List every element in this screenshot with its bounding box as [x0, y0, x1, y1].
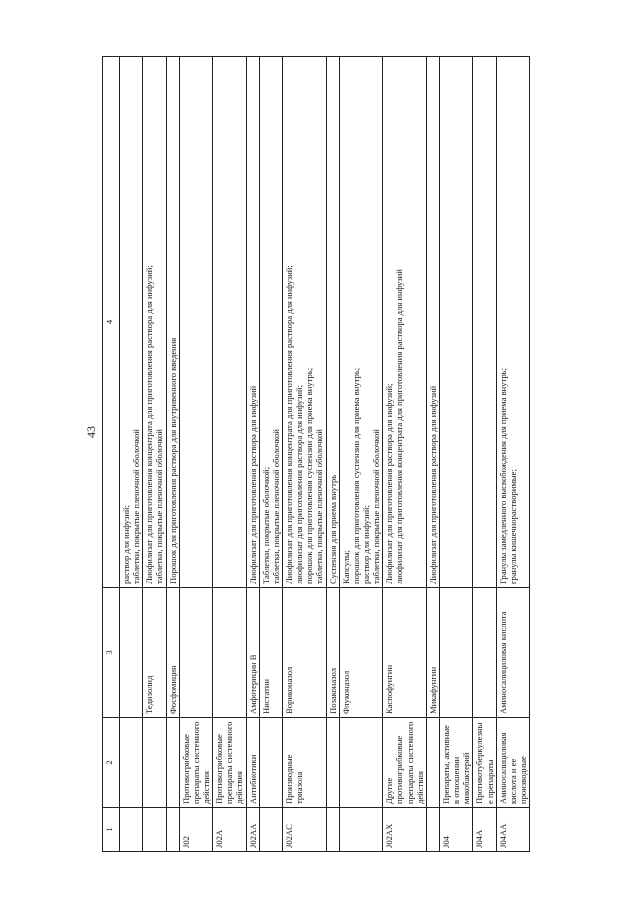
table-row: [259, 57, 282, 852]
table-row: [120, 57, 143, 852]
dosage-form-line: Лиофилизат для приготовления раствора для инфузий: [427, 385, 438, 584]
table-row: [143, 57, 166, 852]
group-name-cell: Противотуберкулезные препараты: [473, 718, 496, 808]
table-row: [179, 57, 212, 852]
drug-name-cell: Тедизолид: [143, 588, 166, 718]
atc-code-cell: J02AC: [282, 808, 326, 852]
drug-name-cell: [120, 588, 143, 718]
dosage-forms-cell: [166, 57, 179, 588]
dosage-form-line: гранулы кишечнорастворимые;: [507, 469, 518, 584]
atc-code-cell: J02A: [213, 808, 246, 852]
atc-code-cell: [426, 808, 439, 852]
dosage-forms-cell: [496, 57, 529, 588]
dosage-form-line: раствор для инфузий;: [360, 504, 371, 584]
dosage-form-line: таблетки, покрытые пленочной оболочкой: [314, 429, 325, 584]
table-header-row: [103, 57, 120, 852]
atc-code-cell: [120, 808, 143, 852]
group-name-cell: [143, 718, 166, 808]
dosage-form-line: раствор для инфузий;: [121, 504, 131, 584]
table-row: [496, 57, 529, 852]
dosage-forms-cell: [426, 57, 439, 588]
column-header: 2: [103, 718, 120, 808]
atc-code-cell: J02AX: [383, 808, 427, 852]
table-row: [339, 57, 383, 852]
drug-name-cell: Каспофунгин: [383, 588, 427, 718]
drug-name-cell: Амфотерицин В: [246, 588, 259, 718]
dosage-form-line: таблетки, покрытые пленочной оболочкой: [154, 429, 165, 584]
dosage-form-line: таблетки, покрытые пленочной оболочкой: [131, 429, 142, 584]
group-name-cell: [326, 718, 339, 808]
dosage-forms-cell: [383, 57, 427, 588]
page-number: 43: [84, 426, 98, 438]
drug-name-cell: Вориконазол: [282, 588, 326, 718]
drug-name-cell: [439, 588, 472, 718]
drug-name-cell: Флуконазол: [339, 588, 383, 718]
atc-code-cell: J02AA: [246, 808, 259, 852]
dosage-form-line: порошок для приготовления суспензии для приема внутрь;: [350, 367, 361, 584]
dosage-form-line: Порошок для приготовления раствора для внутривенного введения: [167, 337, 178, 584]
dosage-forms-cell: [120, 57, 143, 588]
dosage-form-line: Суспензия для приема внутрь: [327, 474, 338, 584]
atc-code-cell: [166, 808, 179, 852]
group-name-cell: [259, 718, 282, 808]
atc-code-cell: [143, 808, 166, 852]
drug-name-cell: [179, 588, 212, 718]
group-name-cell: Препараты, активные в отношении микобактерий: [439, 718, 472, 808]
drug-name-cell: [473, 588, 496, 718]
atc-code-cell: J04AA: [496, 808, 529, 852]
column-header: 3: [103, 588, 120, 718]
atc-code-cell: [259, 808, 282, 852]
dosage-form-line: порошок для приготовления суспензии для приема внутрь;: [304, 367, 315, 584]
dosage-form-line: Гранулы замедленного высвобождения для приема внутрь;: [497, 368, 508, 584]
drug-name-cell: Аминосалициловая кислота: [496, 588, 529, 718]
dosage-form-line: Лиофилизат для приготовления концентрата для приготовления раствора для инфузий;: [144, 265, 155, 584]
group-name-cell: Аминосалициловая кислота и ее производные: [496, 718, 529, 808]
group-name-cell: [166, 718, 179, 808]
group-name-cell: [120, 718, 143, 808]
dosage-forms-cell: [179, 57, 212, 588]
dosage-form-line: Лиофилизат для приготовления раствора для инфузий: [247, 385, 258, 584]
atc-code-cell: J04A: [473, 808, 496, 852]
group-name-cell: [426, 718, 439, 808]
atc-code-cell: [326, 808, 339, 852]
column-header: 4: [103, 57, 120, 588]
group-name-cell: Другие противогрибковые препараты системного действия: [383, 718, 427, 808]
atc-code-cell: J02: [179, 808, 212, 852]
dosage-form-line: Таблетки, покрытые оболочкой;: [260, 466, 271, 584]
group-name-cell: Противогрибковые препараты системного действия: [213, 718, 246, 808]
group-name-cell: Антибиотики: [246, 718, 259, 808]
table-row: [326, 57, 339, 852]
drug-name-cell: Позаконазол: [326, 588, 339, 718]
table-row: [246, 57, 259, 852]
group-name-cell: Производные триазола: [282, 718, 326, 808]
drug-name-cell: [213, 588, 246, 718]
dosage-form-line: Лиофилизат для приготовления концентрата для приготовления раствора для инфузий;: [283, 265, 294, 584]
dosage-forms-cell: [339, 57, 383, 588]
group-name-cell: Противогрибковые препараты системного действия: [179, 718, 212, 808]
drug-name-cell: Фосфомицин: [166, 588, 179, 718]
dosage-form-line: лиофилизат для приготовления концентрата для приготовления раствора для инфузий: [394, 269, 405, 584]
drug-table: [102, 56, 530, 852]
drug-name-cell: Микафунгин: [426, 588, 439, 718]
dosage-form-line: Капсулы;: [340, 550, 351, 584]
atc-code-cell: [339, 808, 383, 852]
table-row: [213, 57, 246, 852]
dosage-forms-cell: [473, 57, 496, 588]
table-row: [166, 57, 179, 852]
dosage-forms-cell: [439, 57, 472, 588]
dosage-forms-cell: [246, 57, 259, 588]
dosage-forms-cell: [326, 57, 339, 588]
atc-code-cell: J04: [439, 808, 472, 852]
dosage-form-line: лиофилизат для приготовления раствора для инфузий;: [294, 385, 305, 584]
dosage-form-line: таблетки, покрытые пленочной оболочкой: [270, 429, 281, 584]
table-row: [383, 57, 427, 852]
table-row: [282, 57, 326, 852]
table-row: [473, 57, 496, 852]
group-name-cell: [339, 718, 383, 808]
dosage-forms-cell: [143, 57, 166, 588]
dosage-form-line: таблетки, покрытые пленочной оболочкой: [371, 429, 382, 584]
rotated-sheet: [102, 57, 528, 852]
column-header: 1: [103, 808, 120, 852]
dosage-forms-cell: [213, 57, 246, 588]
dosage-forms-cell: [282, 57, 326, 588]
table-row: [439, 57, 472, 852]
drug-name-cell: Нистатин: [259, 588, 282, 718]
table-row: [426, 57, 439, 852]
dosage-forms-cell: [259, 57, 282, 588]
dosage-form-line: Лиофилизат для приготовления раствора для инфузий;: [384, 383, 395, 584]
